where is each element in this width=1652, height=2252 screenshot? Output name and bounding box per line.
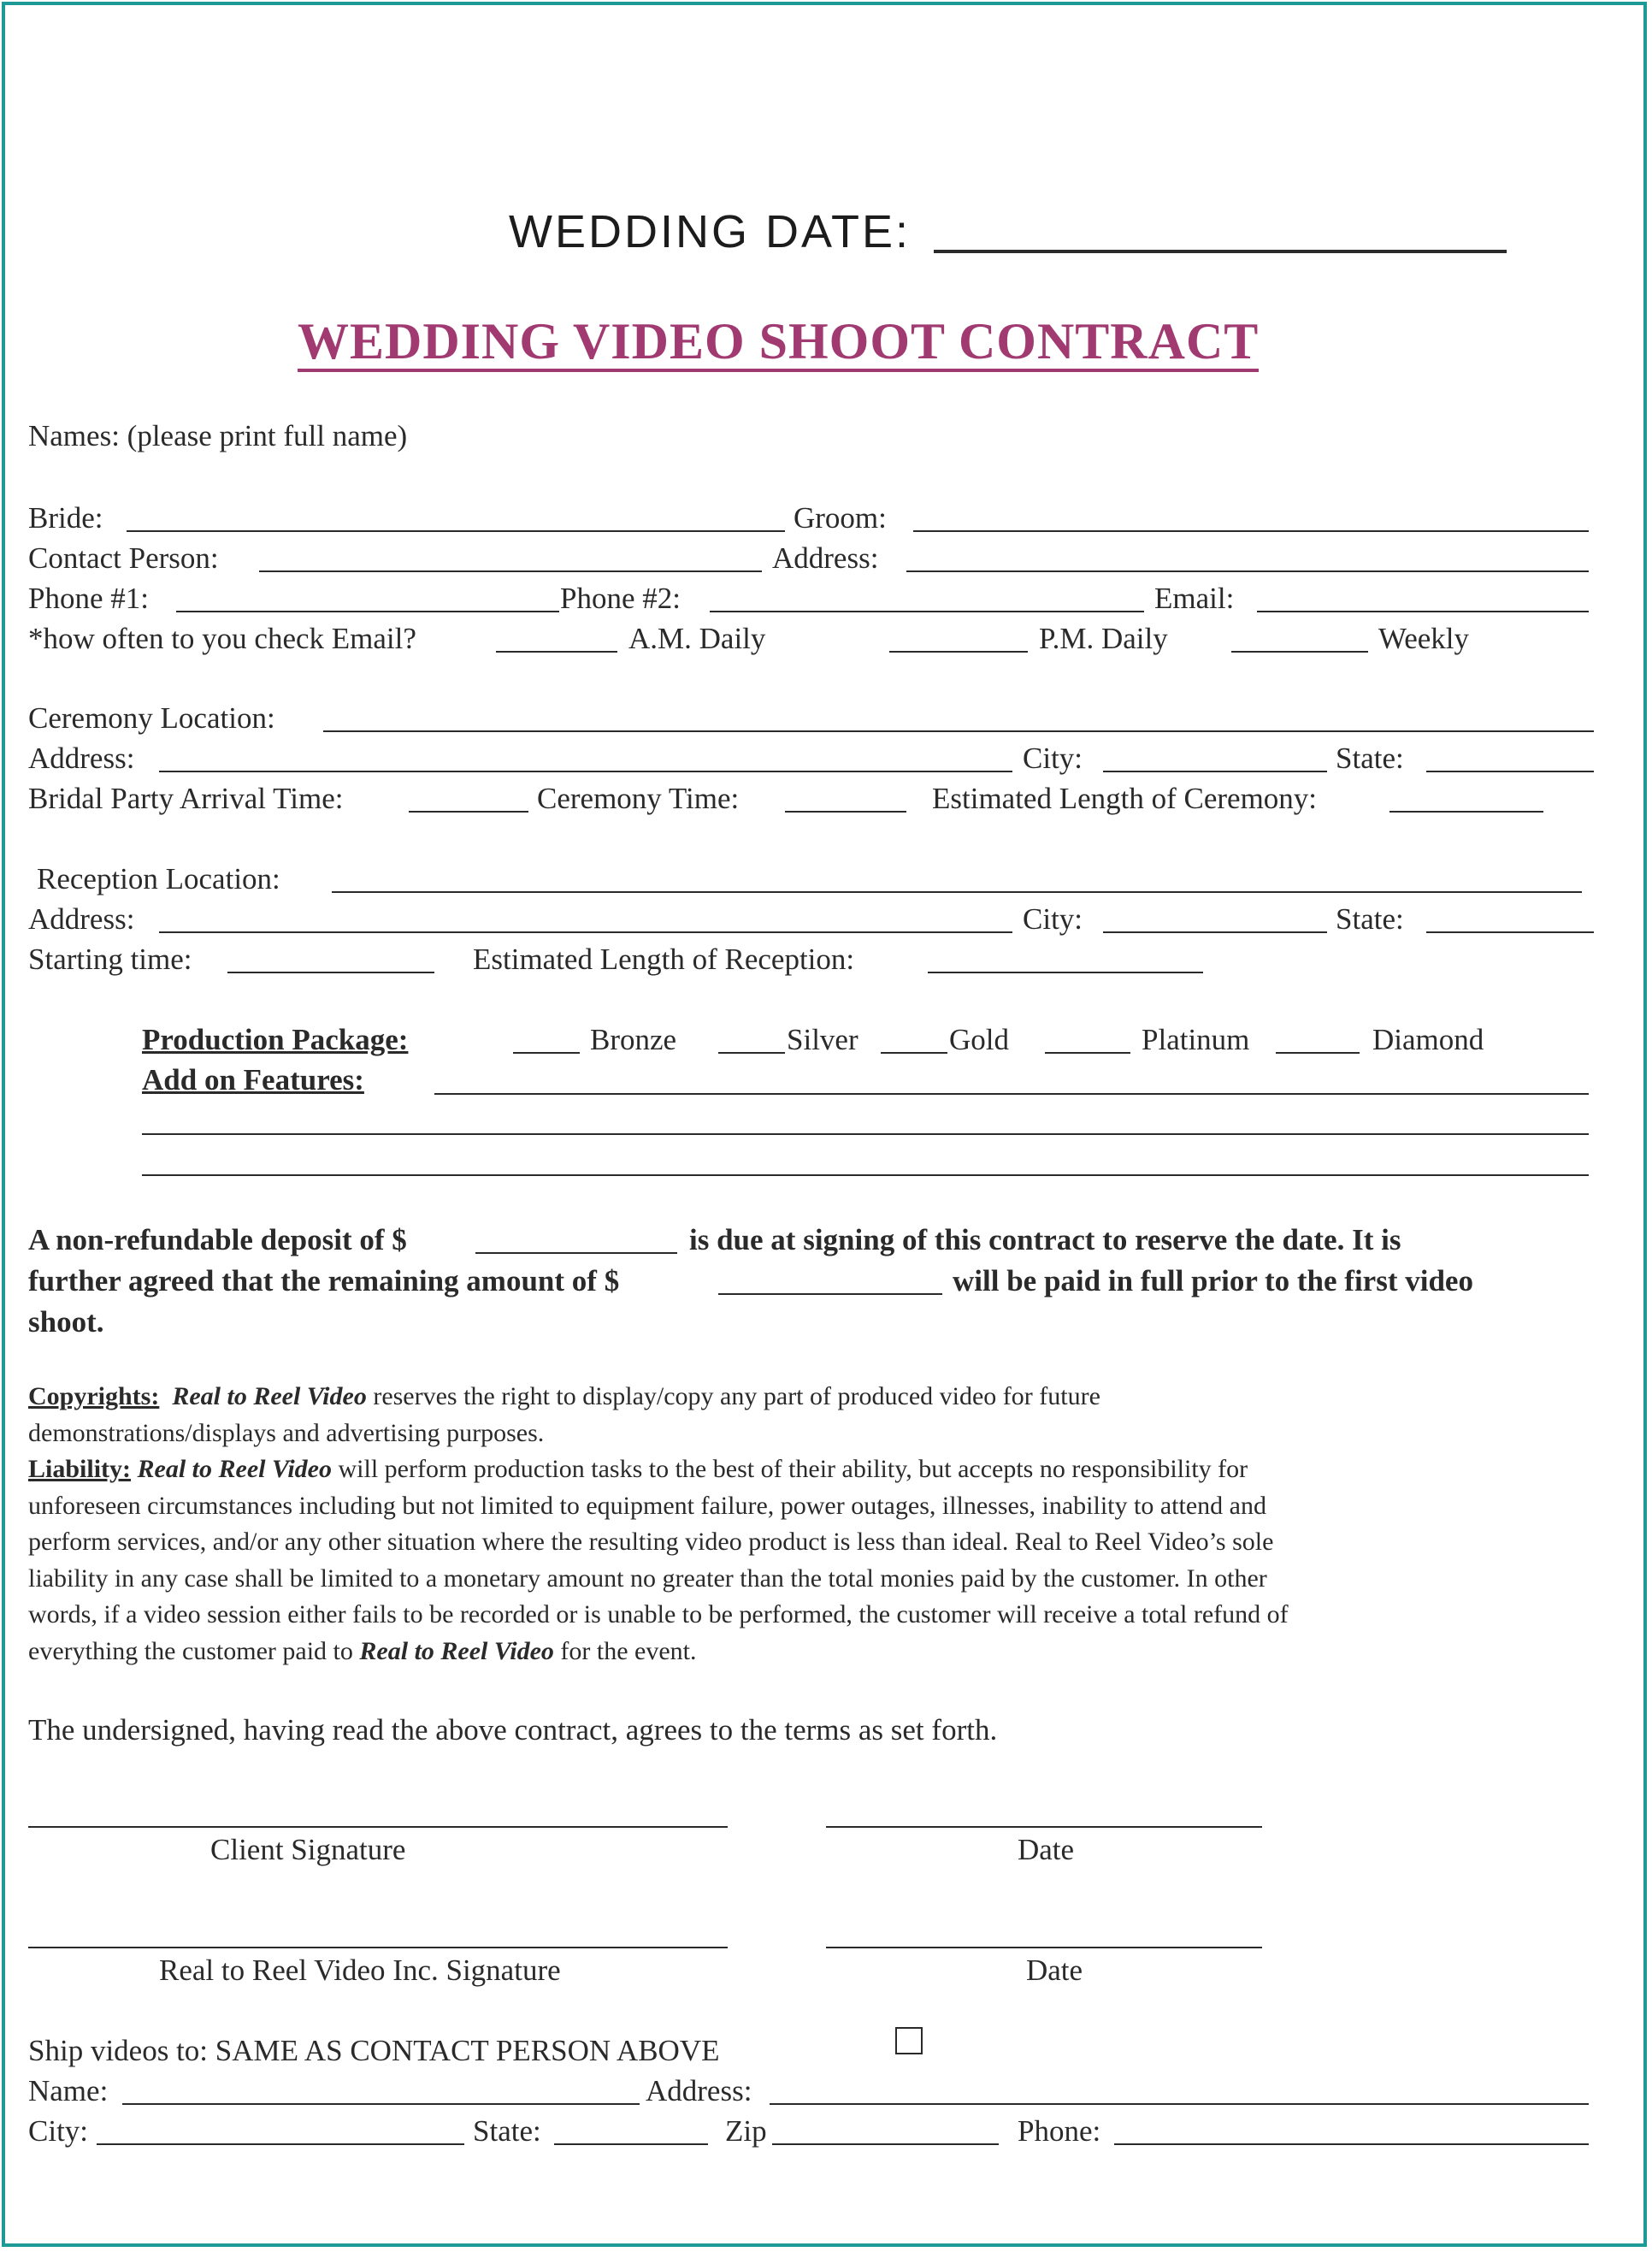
am-daily-field[interactable]	[496, 651, 617, 653]
reception-length-field[interactable]	[928, 972, 1203, 973]
liability-text-2: unforeseen circumstances including but not limited to equipment failure, power outages, illnesses, inability to attend and	[28, 1491, 1266, 1520]
copyrights-paragraph	[28, 1379, 1593, 1670]
liability-text-1: will perform production tasks to the best of their ability, but accepts no responsibility for	[332, 1455, 1248, 1483]
package-diamond-label: Diamond	[1372, 1023, 1484, 1056]
ship-city-field[interactable]	[97, 2143, 464, 2145]
reception-length-label: Estimated Length of Reception:	[473, 943, 855, 976]
ship-state-field[interactable]	[554, 2143, 708, 2145]
ship-phone-field[interactable]	[1114, 2143, 1589, 2145]
copyrights-label: Copyrights:	[28, 1382, 160, 1410]
client-signature-field[interactable]	[28, 1826, 728, 1828]
client-date-label: Date	[1018, 1833, 1075, 1866]
package-diamond-field[interactable]	[1276, 1052, 1360, 1054]
company-signature-label: Real to Reel Video Inc. Signature	[159, 1954, 561, 1987]
email-label: Email:	[1154, 582, 1235, 615]
ship-phone-label: Phone:	[1018, 2114, 1101, 2148]
client-signature-label: Client Signature	[210, 1833, 406, 1866]
groom-label: Groom:	[794, 501, 887, 535]
liability-text-3: perform services, and/or any other situation where the resulting video product is less than ideal. Real to Reel Video’s sole	[28, 1528, 1274, 1556]
wedding-date-field[interactable]	[934, 250, 1507, 253]
liability-label: Liability:	[28, 1455, 132, 1483]
ceremony-address-field[interactable]	[159, 771, 1012, 772]
ceremony-length-field[interactable]	[1389, 811, 1543, 813]
deposit-amount-field[interactable]	[475, 1252, 677, 1254]
starting-time-label: Starting time:	[28, 943, 192, 976]
deposit-text-1: A non-refundable deposit of $	[28, 1223, 407, 1256]
groom-field[interactable]	[913, 530, 1589, 532]
agreement-text: The undersigned, having read the above contract, agrees to the terms as set forth.	[28, 1713, 998, 1747]
reception-location-field[interactable]	[332, 891, 1582, 893]
production-package-label: Production Package:	[142, 1023, 409, 1056]
company-name: Real to Reel Video	[359, 1636, 554, 1665]
phone2-label: Phone #2:	[560, 582, 681, 615]
reception-address-field[interactable]	[159, 931, 1012, 933]
reception-city-field[interactable]	[1103, 931, 1327, 933]
contact-address-label: Address:	[772, 541, 879, 575]
ceremony-location-field[interactable]	[323, 730, 1594, 732]
ship-zip-field[interactable]	[772, 2143, 999, 2145]
bride-field[interactable]	[127, 530, 785, 532]
same-as-contact-checkbox[interactable]	[895, 2027, 923, 2054]
starting-time-field[interactable]	[227, 972, 434, 973]
company-signature-field[interactable]	[28, 1947, 728, 1948]
arrival-time-label: Bridal Party Arrival Time:	[28, 782, 344, 815]
contact-person-field[interactable]	[259, 570, 762, 572]
company-name: Real to Reel Video	[172, 1382, 367, 1410]
arrival-time-field[interactable]	[409, 811, 528, 813]
package-platinum-field[interactable]	[1045, 1052, 1130, 1054]
ceremony-city-label: City:	[1023, 742, 1083, 775]
addon-features-field-2[interactable]	[142, 1133, 1589, 1135]
addon-features-label: Add on Features:	[142, 1063, 364, 1096]
package-silver-field[interactable]	[718, 1052, 785, 1054]
phone1-field[interactable]	[176, 611, 559, 612]
ceremony-address-label: Address:	[28, 742, 135, 775]
addon-features-field-1[interactable]	[434, 1093, 1589, 1095]
ship-zip-label: Zip	[725, 2114, 767, 2148]
deposit-text-3: further agreed that the remaining amount of $	[28, 1264, 620, 1297]
email-check-label: *how often to you check Email?	[28, 622, 416, 655]
ship-address-field[interactable]	[770, 2103, 1589, 2105]
weekly-field[interactable]	[1231, 651, 1368, 653]
contact-address-field[interactable]	[906, 570, 1589, 572]
package-platinum-label: Platinum	[1142, 1023, 1250, 1056]
weekly-label: Weekly	[1378, 622, 1470, 655]
ship-name-field[interactable]	[122, 2103, 640, 2105]
pm-daily-field[interactable]	[889, 651, 1028, 653]
contact-person-label: Contact Person:	[28, 541, 219, 575]
addon-features-field-3[interactable]	[142, 1174, 1589, 1176]
reception-state-label: State:	[1336, 902, 1404, 936]
reception-location-label: Reception Location:	[37, 862, 280, 895]
ceremony-location-label: Ceremony Location:	[28, 701, 275, 735]
ship-videos-label: Ship videos to: SAME AS CONTACT PERSON ABOVE	[28, 2034, 720, 2067]
reception-address-label: Address:	[28, 902, 135, 936]
liability-text-4: liability in any case shall be limited to a monetary amount no greater than the total monies paid by the customer. In other	[28, 1563, 1267, 1593]
liability-text-5: words, if a video session either fails to be recorded or is unable to be performed, the customer will receive a total refund of	[28, 1600, 1289, 1628]
liability-text-6a: everything the customer paid to	[28, 1636, 360, 1665]
deposit-text-5: shoot.	[28, 1305, 104, 1339]
contract-title: WEDDING VIDEO SHOOT CONTRACT	[298, 315, 1259, 372]
ceremony-state-field[interactable]	[1426, 771, 1594, 772]
phone2-field[interactable]	[710, 611, 1144, 612]
ship-city-label: City:	[28, 2114, 89, 2148]
package-silver-label: Silver	[787, 1023, 858, 1056]
phone1-label: Phone #1:	[28, 582, 149, 615]
reception-state-field[interactable]	[1426, 931, 1594, 933]
client-date-field[interactable]	[826, 1826, 1262, 1828]
company-date-field[interactable]	[826, 1947, 1262, 1948]
package-gold-label: Gold	[949, 1023, 1009, 1056]
ceremony-length-label: Estimated Length of Ceremony:	[932, 782, 1318, 815]
pm-daily-label: P.M. Daily	[1039, 622, 1168, 655]
ceremony-state-label: State:	[1336, 742, 1404, 775]
ceremony-city-field[interactable]	[1103, 771, 1327, 772]
ceremony-time-field[interactable]	[785, 811, 906, 813]
copyrights-text-1: reserves the right to display/copy any part of produced video for future	[366, 1382, 1100, 1410]
deposit-text-4: will be paid in full prior to the first video	[953, 1264, 1473, 1297]
copyrights-text-2: demonstrations/displays and advertising purposes.	[28, 1418, 545, 1447]
ship-state-label: State:	[473, 2114, 541, 2148]
ship-name-label: Name:	[28, 2074, 109, 2107]
deposit-text-2: is due at signing of this contract to reserve the date. It is	[689, 1223, 1401, 1256]
company-date-label: Date	[1026, 1954, 1083, 1987]
wedding-date-label: WEDDING DATE:	[509, 206, 911, 257]
company-name: Real to Reel Video	[137, 1455, 332, 1483]
names-intro: Names: (please print full name)	[28, 419, 408, 452]
liability-text-6b: for the event.	[553, 1636, 697, 1665]
package-gold-field[interactable]	[881, 1052, 947, 1054]
ship-address-label: Address:	[646, 2074, 752, 2107]
am-daily-label: A.M. Daily	[628, 622, 766, 655]
ceremony-time-label: Ceremony Time:	[537, 782, 740, 815]
remaining-amount-field[interactable]	[718, 1293, 942, 1295]
package-bronze-field[interactable]	[513, 1052, 580, 1054]
bride-label: Bride:	[28, 501, 103, 535]
reception-city-label: City:	[1023, 902, 1083, 936]
package-bronze-label: Bronze	[590, 1023, 677, 1056]
email-field[interactable]	[1257, 611, 1589, 612]
